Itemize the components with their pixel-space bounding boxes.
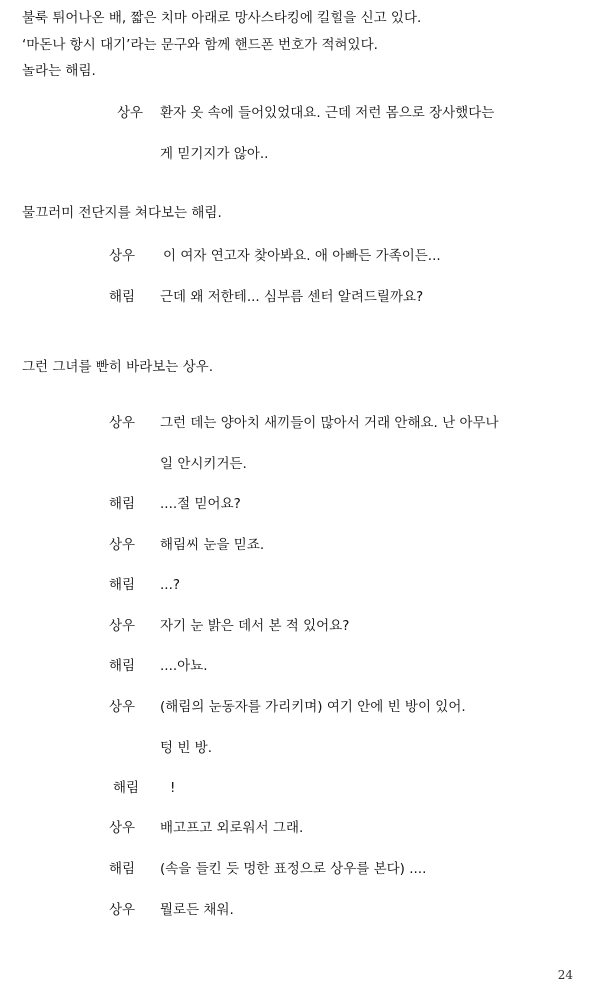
action-line: 물끄러미 전단지를 쳐다보는 해림. xyxy=(22,205,222,221)
dialogue-line: (해림의 눈동자를 가리키며) 여기 안에 빈 방이 있어. xyxy=(160,699,466,715)
speaker-name: 상우 xyxy=(109,618,136,634)
speaker-name: 상우 xyxy=(109,248,136,264)
dialogue-line: 일 안시키거든. xyxy=(160,456,247,472)
speaker-name: 상우 xyxy=(109,415,136,431)
dialogue-line: 배고프고 외로워서 그래. xyxy=(160,820,304,836)
dialogue-line: 근데 왜 저한테... 심부름 센터 알려드릴까요? xyxy=(160,289,424,305)
speaker-name: 해림 xyxy=(109,496,136,512)
dialogue-line: (속을 들킨 듯 멍한 표정으로 상우를 본다) .... xyxy=(160,861,427,877)
speaker-name: 해림 xyxy=(109,289,136,305)
dialogue-line: 뭘로든 채워. xyxy=(160,902,234,918)
dialogue-line: 환자 옷 속에 들어있었대요. 근데 저런 몸으로 장사했다는 xyxy=(160,105,495,121)
speaker-name: 상우 xyxy=(109,902,136,918)
dialogue-line: 그런 데는 양아치 새끼들이 많아서 거래 안해요. 난 아무나 xyxy=(160,415,499,431)
dialogue-line: 게 믿기지가 않아.. xyxy=(160,146,269,162)
dialogue-line: 해림씨 눈을 믿죠. xyxy=(160,537,265,553)
dialogue-line: 이 여자 연고자 찾아봐요. 애 아빠든 가족이든... xyxy=(163,248,441,264)
speaker-name: 상우 xyxy=(109,820,136,836)
action-line: 불룩 튀어나온 배, 짧은 치마 아래로 망사스타킹에 킬힐을 신고 있다. xyxy=(22,10,422,26)
speaker-name: 해림 xyxy=(109,658,136,674)
speaker-name: 상우 xyxy=(109,537,136,553)
dialogue-line: ....절 믿어요? xyxy=(160,496,241,512)
dialogue-line: 자기 눈 밝은 데서 본 적 있어요? xyxy=(160,618,350,634)
speaker-name: 해림 xyxy=(109,577,136,593)
action-line: 놀라는 해림. xyxy=(22,63,96,79)
speaker-name: 상우 xyxy=(109,699,136,715)
action-line: ‘마돈나 항시 대기’라는 문구와 함께 핸드폰 번호가 적혀있다. xyxy=(22,37,378,53)
dialogue-line: ! xyxy=(170,780,176,796)
action-line: 그런 그녀를 빤히 바라보는 상우. xyxy=(22,359,213,375)
page-number: 24 xyxy=(557,968,573,982)
dialogue-line: ....아뇨. xyxy=(160,658,208,674)
dialogue-line: 텅 빈 방. xyxy=(160,740,212,756)
dialogue-line: ...? xyxy=(160,577,181,593)
speaker-name: 해림 xyxy=(113,780,140,796)
speaker-name: 해림 xyxy=(109,861,136,877)
speaker-name: 상우 xyxy=(117,105,144,121)
